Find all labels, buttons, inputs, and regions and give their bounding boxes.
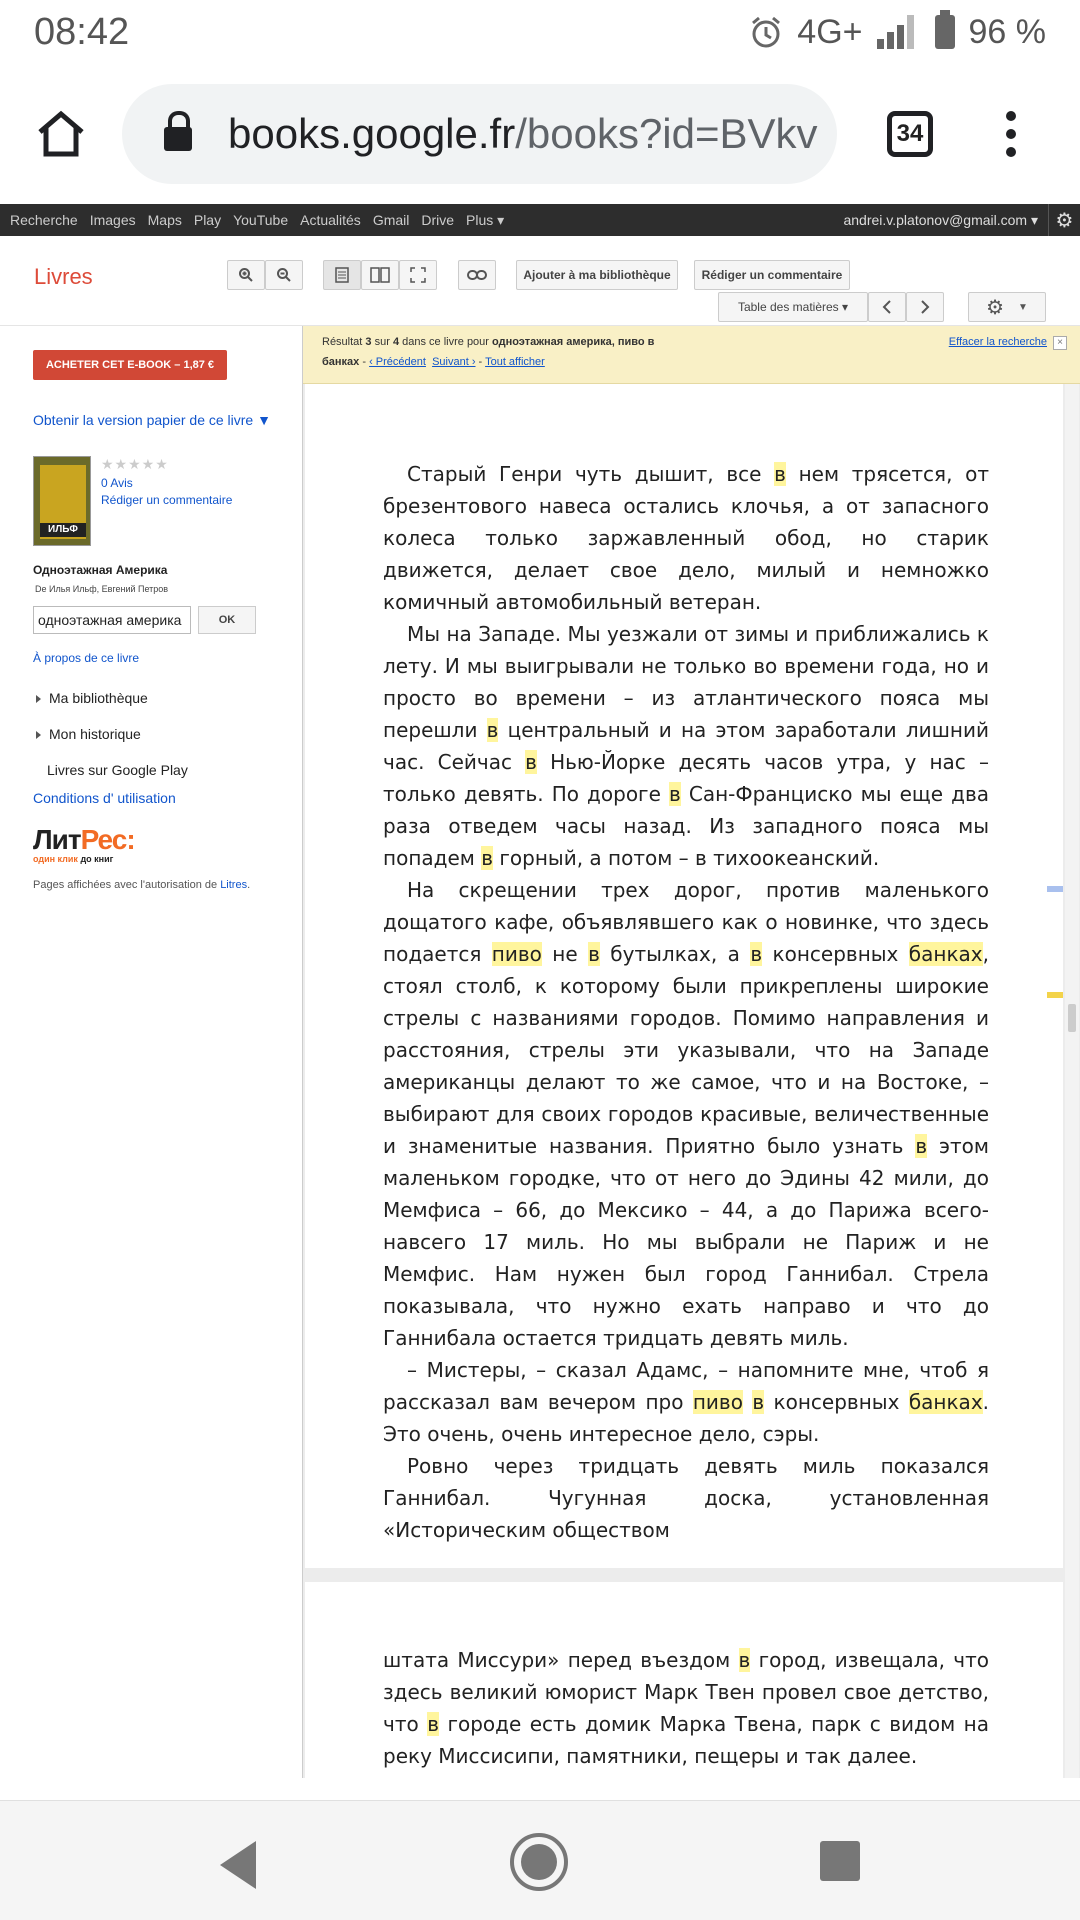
fullscreen-icon xyxy=(410,267,426,283)
google-bar-links xyxy=(0,212,516,229)
android-nav-bar xyxy=(0,1800,1080,1920)
current-result-marker[interactable] xyxy=(1047,992,1063,998)
search-ok-button[interactable]: OK xyxy=(198,606,256,634)
status-icons xyxy=(749,13,1046,52)
result-summary xyxy=(322,336,654,348)
account-menu[interactable]: andrei.v.platonov@gmail.com ▾ xyxy=(843,211,1038,228)
zoom-in-button[interactable] xyxy=(227,260,265,290)
url-bar[interactable] xyxy=(122,84,837,184)
battery-icon xyxy=(935,15,955,49)
home-button[interactable] xyxy=(0,64,122,204)
chevron-left-icon xyxy=(882,300,892,314)
status-time: 08:42 xyxy=(34,10,130,53)
book-title: Одноэтажная Америка xyxy=(33,563,168,577)
lock-icon xyxy=(164,127,192,151)
result-sur: sur xyxy=(371,336,393,348)
table-of-contents-dropdown[interactable]: Table des matières ▾ xyxy=(718,292,868,322)
pages-permission-note xyxy=(33,879,250,891)
gbar-link-plus[interactable]: Plus ▾ xyxy=(466,211,505,228)
battery-level: 96 % xyxy=(968,12,1046,51)
home-icon xyxy=(36,110,86,158)
single-page-icon xyxy=(335,267,349,283)
reviews-count-link[interactable]: 0 Avis xyxy=(101,476,133,490)
paper-version-link[interactable]: Obtenir la version papier de ce livre ▼ xyxy=(33,412,271,428)
litres-logo-a: Лит xyxy=(33,824,81,855)
write-review-link[interactable]: Rédiger un commentaire xyxy=(101,493,233,507)
url-path: /books?id=BVkv xyxy=(515,110,818,157)
gear-icon[interactable]: ⚙ xyxy=(1048,204,1080,236)
page-text-next xyxy=(383,1644,989,1772)
paragraph-1: Старый Генри чуть дышит, все в нем трясется, от брезентового навеса остались клочья, а от запасного колеса только заржавленный обод, но старик движется, делает свое дело, милый и немножко комичный автомобильный ветеран. xyxy=(383,462,989,614)
gbar-link-recherche[interactable]: Recherche xyxy=(10,211,78,228)
book-page xyxy=(305,384,1063,1568)
two-page-icon xyxy=(370,267,390,283)
result-marker[interactable] xyxy=(1047,886,1063,892)
paragraph-6: штата Миссури» перед въездом в город, извещала, что здесь великий юморист Марк Твен провел свое детство, что в городе есть домик Марка Твена, парк с видом на реку Миссисипи, памятники, пещеры и так далее. xyxy=(383,1648,989,1768)
litres-logo-b: Рес: xyxy=(80,824,135,855)
search-in-book-input[interactable] xyxy=(33,606,191,634)
book-cover[interactable] xyxy=(33,456,91,546)
nav-my-history[interactable] xyxy=(36,726,141,742)
paragraph-5: Ровно через тридцать девять миль показался Ганнибал. Чугунная доска, установленная «Историческим обществом xyxy=(383,1454,989,1542)
home-nav-button[interactable] xyxy=(510,1833,568,1891)
result-total: 4 xyxy=(392,336,400,348)
page-text xyxy=(383,458,989,1546)
chevron-down-icon: ▼ xyxy=(1018,301,1028,313)
nav-google-play-books[interactable]: Livres sur Google Play xyxy=(47,762,188,778)
book-page-next xyxy=(305,1582,1063,1778)
status-bar xyxy=(0,0,1080,64)
litres-link[interactable]: Litres xyxy=(220,879,248,891)
tab-switcher-button[interactable]: 34 xyxy=(887,111,933,157)
result-num: 3 xyxy=(365,336,372,348)
link-button[interactable] xyxy=(458,260,496,290)
gbar-link-gmail[interactable]: Gmail xyxy=(372,211,410,228)
gear-icon: ⚙ xyxy=(986,296,1005,319)
write-review-button[interactable]: Rédiger un commentaire xyxy=(694,260,850,290)
fullscreen-button[interactable] xyxy=(399,260,437,290)
gbar-link-drive[interactable]: Drive xyxy=(421,211,455,228)
books-brand-link[interactable]: Livres xyxy=(34,264,93,289)
two-page-view-button[interactable] xyxy=(361,260,399,290)
result-prefix: Résultat xyxy=(322,336,366,348)
settings-dropdown[interactable] xyxy=(968,292,1046,322)
result-nav xyxy=(322,356,545,368)
network-type: 4G+ xyxy=(797,12,863,51)
show-all-link[interactable]: Tout afficher xyxy=(485,356,545,368)
paragraph-2: Мы на Западе. Мы уезжали от зимы и приближались к лету. И мы выигрывали не только во времени года, но и просто во времени – из атлантического пояса мы перешли в центральный и на этом заработали лишний час. Сейчас в Нью-Йорке десять часов утра, у нас – только девять. По дороге в Сан-Франциско мы еще два раза отведем часы назад. Из западного пояса мы попадем в горный, а потом – в тихоокеанский. xyxy=(383,622,989,870)
browser-menu-button[interactable] xyxy=(981,111,1041,157)
result-query-b: банках xyxy=(322,356,360,368)
nav-my-library-label: Ma bibliothèque xyxy=(49,690,148,706)
prev-page-button[interactable] xyxy=(868,292,906,322)
clear-search-link[interactable]: Effacer la recherche xyxy=(948,336,1047,348)
triangle-right-icon xyxy=(36,695,41,703)
next-page-button[interactable] xyxy=(906,292,944,322)
litres-tag-a: один клик xyxy=(33,854,78,864)
viewer-scrollbar[interactable] xyxy=(1065,384,1079,1778)
back-button[interactable] xyxy=(220,1841,256,1889)
gbar-link-maps[interactable]: Maps xyxy=(147,211,182,228)
paragraph-4: – Мистеры, – сказал Адамс, – напомните мне, чтоб я рассказал вам вечером про пиво в консервных банках. Это очень, очень интересное дело, сэры. xyxy=(383,1358,990,1446)
book-viewer xyxy=(302,326,1080,1778)
books-header xyxy=(0,236,1080,326)
rating-stars: ★★★★★ xyxy=(101,456,169,472)
add-to-library-button[interactable]: Ajouter à ma bibliothèque xyxy=(516,260,678,290)
close-icon[interactable]: × xyxy=(1053,336,1067,350)
next-result-link[interactable]: Suivant › xyxy=(432,356,476,368)
single-page-view-button[interactable] xyxy=(323,260,361,290)
gbar-link-images[interactable]: Images xyxy=(89,211,136,228)
zoom-in-icon xyxy=(238,267,254,283)
triangle-right-icon xyxy=(36,731,41,739)
result-query-a: одноэтажная америка, пиво в xyxy=(492,336,655,348)
link-icon xyxy=(467,269,487,281)
result-mid: dans ce livre pour xyxy=(399,336,493,348)
gbar-link-actualites[interactable]: Actualités xyxy=(300,211,361,228)
signal-icon xyxy=(877,15,921,49)
gbar-link-youtube[interactable]: YouTube xyxy=(233,211,289,228)
chevron-right-icon xyxy=(920,300,930,314)
alarm-icon xyxy=(749,15,783,49)
paragraph-3: На скрещении трех дорог, против маленького дощатого кафе, объявлявшего как о новинке, что здесь подается пиво не в бутылках, а в консервных банках, стоял столб, к которому были прикреплены широкие стрелы с названиями городов. Помимо направления и расстояния, стрелы эти указывали, что на Западе американцы делают то же самое, что и на Востоке, – выбирают для своих городов красивые, величественные и знаменитые названия. Приятно было узнать в этом маленьком городке, что от него до Эдины 42 мили, до Мемфиса – 66, до Мексико – 44, а до Парижа всего-навсего 17 миль. Но мы выбрали не Париж и не Мемфис. Нам нужен был город Ганнибал. Стрела показывала, что нужно ехать направо и что до Ганнибала остается тридцать девять миль. xyxy=(383,878,990,1350)
nav-my-library[interactable] xyxy=(36,690,148,706)
cover-label: ИЛЬФ xyxy=(40,523,86,537)
buy-ebook-button[interactable]: ACHETER CET E-BOOK – 1,87 € xyxy=(33,350,227,380)
about-book-link[interactable]: À propos de ce livre xyxy=(33,651,140,665)
book-authors: De Илья Ильф, Евгений Петров xyxy=(35,584,169,594)
google-bar xyxy=(0,204,1080,236)
terms-link[interactable]: Conditions d' utilisation xyxy=(33,790,176,806)
browser-toolbar xyxy=(0,64,1080,204)
prev-result-link[interactable]: ‹ Précédent xyxy=(369,356,426,368)
result-sep: - xyxy=(359,356,370,368)
scrollbar-thumb[interactable] xyxy=(1068,1004,1076,1032)
url-domain: books.google.fr xyxy=(228,110,516,157)
gbar-link-play[interactable]: Play xyxy=(193,211,222,228)
pages-note-text: Pages affichées avec l'autorisation de xyxy=(33,879,221,891)
pages-note-end: . xyxy=(247,879,251,891)
recent-apps-button[interactable] xyxy=(820,1841,860,1881)
search-result-bar xyxy=(303,326,1080,384)
litres-logo[interactable] xyxy=(33,824,135,864)
litres-tag-b: до книг xyxy=(77,854,114,864)
nav-my-history-label: Mon historique xyxy=(49,726,141,742)
result-sep-2: - xyxy=(475,356,486,368)
zoom-out-button[interactable] xyxy=(265,260,303,290)
zoom-out-icon xyxy=(276,267,292,283)
